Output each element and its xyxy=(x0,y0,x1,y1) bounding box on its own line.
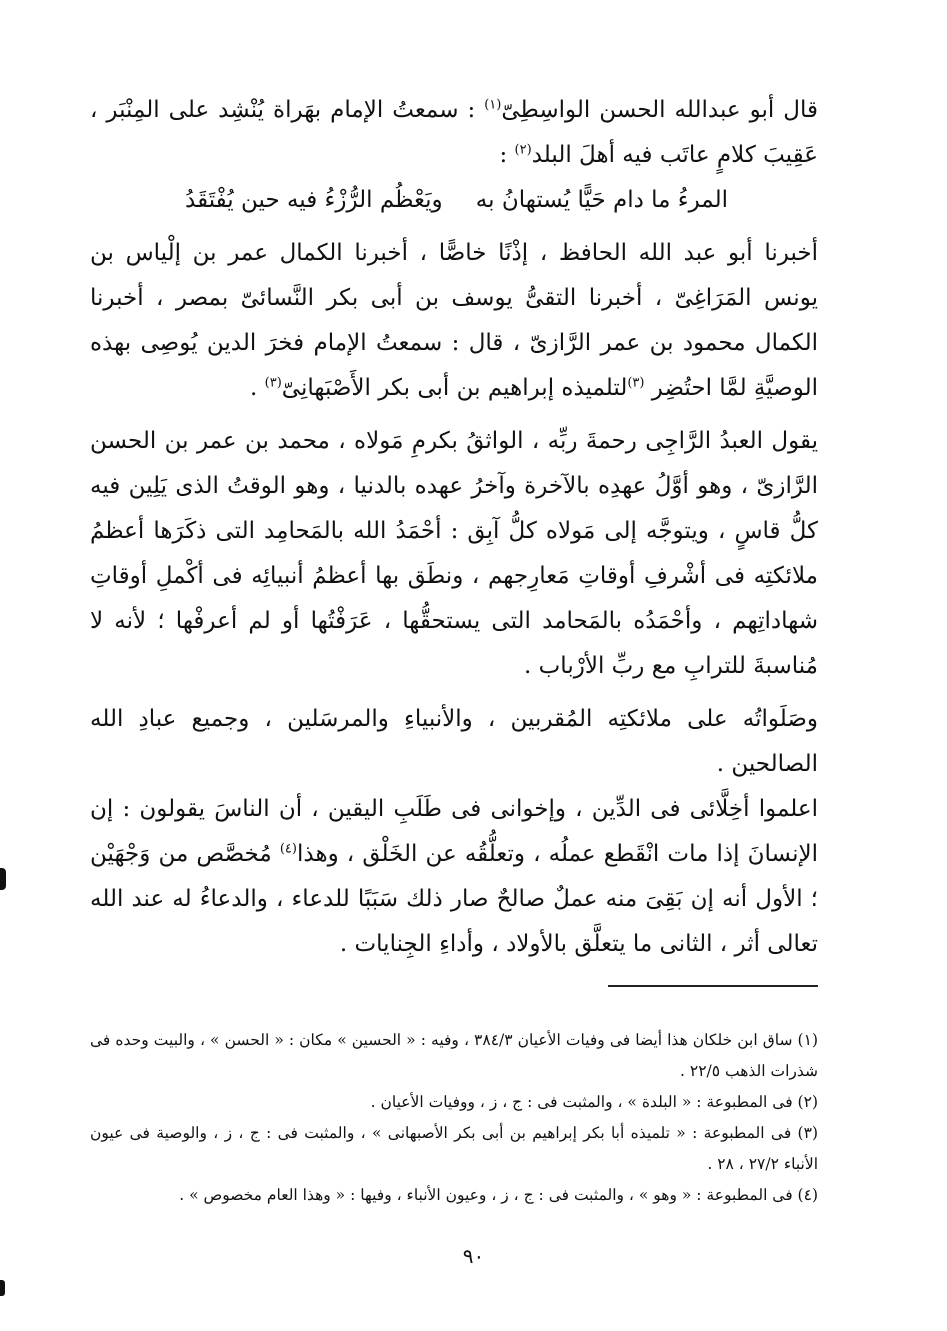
knowledge-text-2: مُخصَّص من وَجْهَيْن ؛ الأول أنه إن بَقِىَ منه عملٌ صالحٌ صار ذلك سَبَبًا للدعاء ، والدعاءُ له عند الله تعالى أثر ، الثانى ما يتعلَّق بالأولاد ، وأداءِ الجِنايات . xyxy=(90,841,818,957)
verse-second-hemistich: ويَعْظُم الرُّزْءُ فيه حين يُفْتَقَدُ xyxy=(185,187,443,213)
footnote-2: (٢) فى المطبوعة : « البلدة » ، والمثبت فى : ج ، ز ، ووفيات الأعيان . xyxy=(370,1093,818,1111)
footnote-ref-4: (٤) xyxy=(279,841,297,857)
isnad-text-3: . xyxy=(250,375,265,401)
paragraph-knowledge xyxy=(90,787,818,967)
footnote-3: (٣) فى المطبوعة : « تلميذه أبا بكر إبراهيم بن أبى بكر الأصبهانى » ، والمثبت فى : ج ، ز ، والوصية فى عيون الأنباء ٢٧/٢ ، ٢٨ . xyxy=(90,1124,818,1173)
paragraph-isnad xyxy=(90,231,818,411)
isnad-text-1: أخبرنا أبو عبد الله الحافظ ، إذْنًا خاصًّا ، أخبرنا الكمال عمر بن إلْياس بن يونس المَرَاغِىّ ، أخبرنا التقىُّ يوسف بن أبى بكر النَّسائىّ بمصر ، أخبرنا الكمال محمود بن عمر الرَّازىّ ، قال : سمعتُ الإمام فخرَ الدين يُوصِى بهذه الوصيَّةِ لمَّا احتُضِر xyxy=(90,240,818,401)
paragraph-blessings: وصَلَواتُه على ملائكتِه المُقربين ، والأنبياءِ والمرسَلين ، وجميع عبادِ الله الصالحين . xyxy=(90,706,818,777)
page-number: ٩٠ xyxy=(462,1244,485,1268)
footnote-ref-1: (١) xyxy=(484,97,502,113)
knowledge-text-1: اعلموا أخِلَّائى فى الدِّين ، وإخوانى فى طَلَبِ اليقين ، أن الناسَ يقولون : إن الإنسانَ إذا مات انْقَطع عملُه ، وتعلُّقُه عن الخَلْق ، وهذا xyxy=(90,796,818,867)
opening-text-2: : سمعتُ الإمام بهَراة يُنْشِد على المِنْبَر ، عَقِيبَ كلامٍ عاتَب فيه أهلَ البلد xyxy=(90,97,818,168)
scan-edge-mark xyxy=(0,1280,5,1296)
opening-text-3: : xyxy=(499,142,515,168)
opening-text-1: قال أبو عبدالله الحسن الواسِطِىّ xyxy=(501,97,818,123)
footnote-separator xyxy=(608,985,818,987)
poetry-verse xyxy=(90,178,818,223)
verse-first-hemistich: المرءُ ما دام حَيًّا يُستهانُ به xyxy=(475,187,728,213)
scan-edge-mark xyxy=(0,868,6,890)
footnote-ref-3-close: (٣) xyxy=(264,375,282,391)
isnad-text-2: لتلميذه إبراهيم بن أبى بكر الأَصْبَهانِىّ xyxy=(281,375,628,401)
footnotes xyxy=(90,1025,818,1211)
footnote-4: (٤) فى المطبوعة : « وهو » ، والمثبت فى : ج ، ز ، وعيون الأنباء ، وفيها : « وهذا العام مخصوص » . xyxy=(179,1186,818,1204)
paragraph-will: يقول العبدُ الرَّاجِى رحمةَ ربِّه ، الواثقُ بكرمِ مَولاه ، محمد بن عمر بن الحسن الرَّازىّ ، وهو أوَّلُ عهدِه بالآخرة وآخرُ عهده بالدنيا ، وهو الوقتُ الذى يَلِين فيه كلُّ قاسٍ ، ويتوجَّه إلى مَولاه كلُّ آبِق : أحْمَدُ الله بالمَحامِد التى ذكَرَها أعظمُ ملائكتِه فى أشْرفِ أوقاتِ مَعارِجهم ، ونطَق بها أعظمُ أنبيائِه فى أكْملِ أوقاتِ شهاداتِهم ، وأحْمَدُه بالمَحامد التى يستحقُّها ، عَرَفْتُها أو لم أعرفْها ؛ لأنه لا مُناسبةَ للترابِ مع ربِّ الأرْباب . xyxy=(90,428,818,679)
paragraph-opening xyxy=(90,88,818,178)
footnote-1: (١) ساق ابن خلكان هذا أيضا فى وفيات الأعيان ٣٨٤/٣ ، وفيه : « الحسين » مكان : « الحسن » ، والبيت وحده فى شذرات الذهب ٢٢/٥ . xyxy=(90,1031,818,1080)
footnote-ref-2: (٢) xyxy=(514,142,532,158)
main-text xyxy=(90,88,818,967)
footnote-ref-3-open: (٣) xyxy=(627,375,645,391)
